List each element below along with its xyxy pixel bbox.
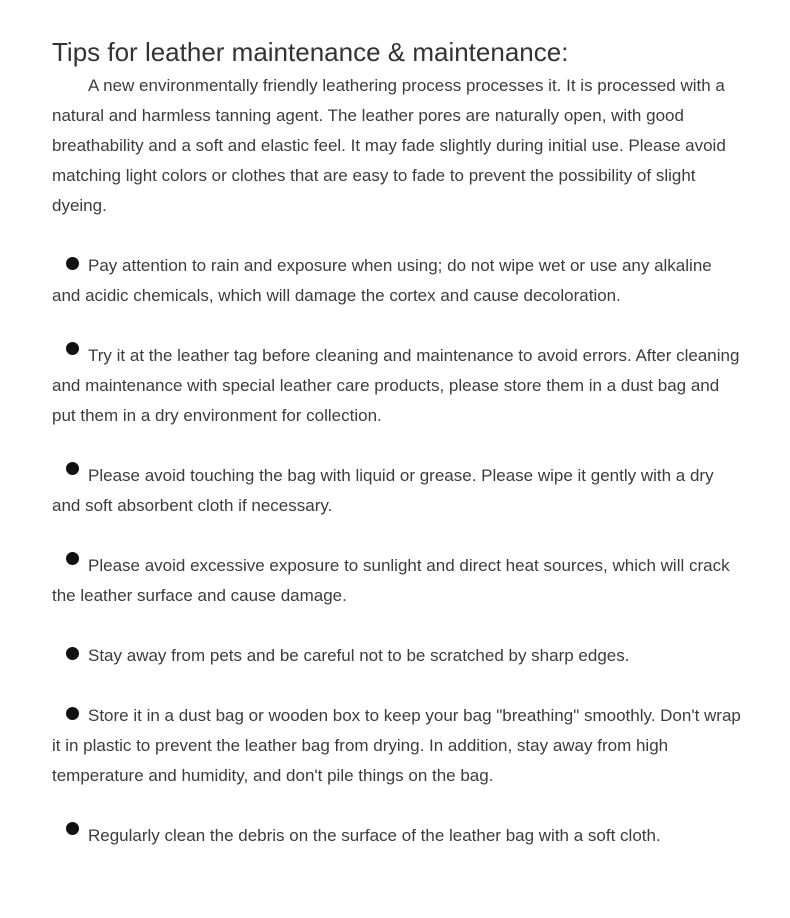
tips-document (52, 34, 742, 851)
bullet-icon (66, 257, 79, 270)
tip-text: Try it at the leather tag before cleaning and maintenance to avoid errors. After cleaning and maintenance with special leather care products, please store them in a dust bag and put them in a dry environment for collection. (52, 346, 740, 425)
tip-item-rain (52, 251, 742, 311)
tip-item-pets (52, 641, 742, 671)
tip-text: Regularly clean the debris on the surface of the leather bag with a soft cloth. (88, 826, 661, 845)
bullet-icon (66, 462, 79, 475)
tip-text: Please avoid excessive exposure to sunlight and direct heat sources, which will crack the leather surface and cause damage. (52, 556, 730, 605)
intro-paragraph: A new environmentally friendly leathering process processes it. It is processed with a natural and harmless tanning agent. The leather pores are naturally open, with good breathability and a soft and elastic feel. It may fade slightly during initial use. Please avoid matching light colors or clothes that are easy to fade to prevent the possibility of slight dyeing. (52, 76, 726, 215)
bullet-icon (66, 552, 79, 565)
tip-item-liquid (52, 461, 742, 521)
tip-item-storage (52, 701, 742, 791)
tip-item-test-tag (52, 341, 742, 431)
tip-item-sunlight (52, 551, 742, 611)
tip-text: Please avoid touching the bag with liquid or grease. Please wipe it gently with a dry and soft absorbent cloth if necessary. (52, 466, 714, 515)
tip-text: Store it in a dust bag or wooden box to keep your bag "breathing" smoothly. Don't wrap it in plastic to prevent the leather bag from drying. In addition, stay away from high temperature and humidity, and don't pile things on the bag. (52, 706, 741, 785)
tip-item-cleaning (52, 821, 742, 851)
page-title: Tips for leather maintenance & maintenance: (52, 37, 569, 67)
tip-text: Stay away from pets and be careful not to be scratched by sharp edges. (88, 646, 630, 665)
bullet-icon (66, 822, 79, 835)
bullet-icon (66, 342, 79, 355)
bullet-icon (66, 647, 79, 660)
bullet-icon (66, 707, 79, 720)
tip-text: Pay attention to rain and exposure when using; do not wipe wet or use any alkaline and acidic chemicals, which will damage the cortex and cause decoloration. (52, 256, 712, 305)
